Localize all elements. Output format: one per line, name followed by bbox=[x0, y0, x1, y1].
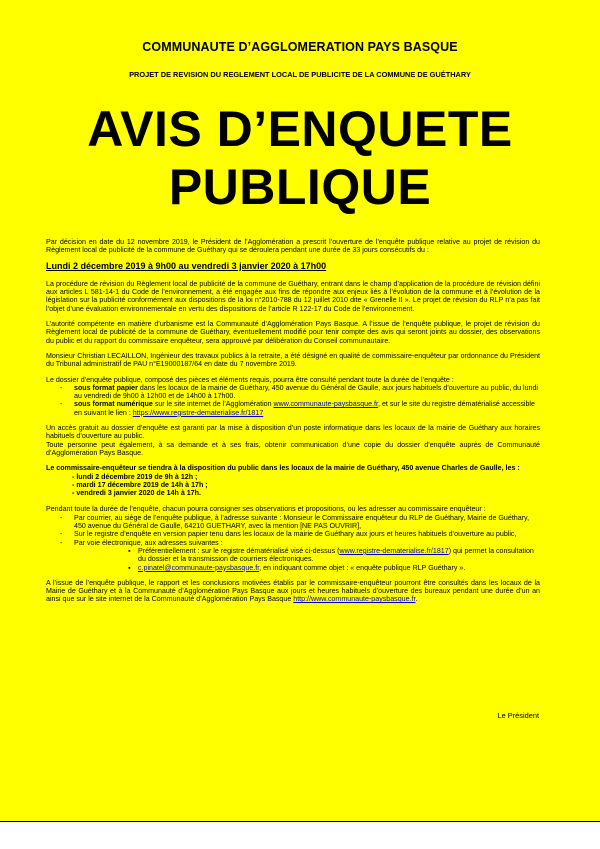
digital-format-text: sur le site internet de l’Agglomération bbox=[152, 400, 274, 409]
authority-paragraph: L’autorité compétente en matière d’urbanisme est la Communauté d’Agglomération Pays Basque. A l’issue de l’enquête publique, le projet de révision du Règlement local de publicité de la commune de Guéthary, éventuellement modifié pour tenir compte des avis qui seront joints au dossier, des observations du public et du rapport du commissaire enquêteur, sera approuvé par délibération du Conseil communautaire. bbox=[46, 320, 540, 345]
dossier-list bbox=[46, 384, 540, 417]
procedure-paragraph: La procédure de révision du Règlement local de publicité de la commune de Guéthary, entrant dans le champ d’application de la procédure de révision défini aux articles L 581-14-1 du Code de l’environnement, a été engagée aux fins de répondre aux enjeux liés à l’évolution de la commune et à l’évolution de la législation sur la publicité conformément aux dispositions de la loi n°2010-788 du 12 juillet 2010 dite « Grenelle II ». Le projet de révision du RLP n’a pas fait l’objet d’une évaluation environnementale en vertu des dispositions de l’article R 122-17 du Code de l’environnement. bbox=[46, 279, 540, 313]
project-subtitle: PROJET DE REVISION DU REGLEMENT LOCAL DE PUBLICITE DE LA COMMUNE DE GUÉTHARY bbox=[129, 70, 471, 79]
copy-request-paragraph: Toute personne peut également, à sa demande et à ses frais, obtenir communication d’une copie du dossier d’enquête auprès de Communauté d’Agglomération Pays Basque. bbox=[46, 440, 540, 457]
headline-line-2: PUBLIQUE bbox=[168, 159, 432, 215]
paper-format-label: sous format papier bbox=[74, 383, 138, 392]
notice-headline bbox=[0, 100, 600, 216]
email-rest: , en indiquant comme objet : « enquête publique RLP Guéthary ». bbox=[259, 563, 466, 572]
organization-title: COMMUNAUTE D’AGGLOMERATION PAYS BASQUE bbox=[142, 40, 458, 54]
observation-mail-item: - Par courrier, au siège de l’enquête publique, à l’adresse suivante : Monsieur le Commissaire enquêteur du RLP de Guéthary, Mairie de Guéthary, 450 avenue du Général de Gaulle, 64210 GUETHARY, avec la mention [NE PAS OUVRIR], bbox=[60, 514, 540, 531]
notice-body bbox=[46, 238, 540, 611]
agglomeration-website-link[interactable]: www.communaute-paysbasque.fr bbox=[273, 400, 378, 409]
intro-paragraph: Par décision en date du 12 novembre 2019, le Président de l’Agglomération a prescrit l’ouverture de l’enquête publique relative au projet de révision du Règlement local de publicité de la commune de Guéthary qui se déroulera pendant une durée de 33 jours consécutifs du : bbox=[46, 238, 540, 255]
digital-format-text-2: , et sur le site du registre dématérialisé accessible en suivant le lien : bbox=[74, 400, 535, 417]
observations-intro: Pendant toute la durée de l’enquête, chacun pourra consigner ses observations et propositions, ou les adresser au commissaire enquêteur : bbox=[46, 505, 486, 514]
headline-line-1: AVIS D’ENQUETE bbox=[87, 101, 513, 157]
electronic-email-item bbox=[128, 564, 540, 572]
email-link[interactable]: c.pinatel@communaute-paysbasque.fr bbox=[138, 563, 260, 572]
availability-slot: - mardi 17 décembre 2019 de 14h à 17h ; bbox=[72, 480, 208, 489]
closing-end: . bbox=[415, 595, 418, 604]
electronic-registry-item bbox=[128, 547, 540, 564]
electronic-registry-text: Préférentiellement : sur le registre dématérialisé visé ci-dessus ( bbox=[138, 546, 340, 555]
closing-text: A l’issue de l’enquête publique, le rapport et les conclusions motivées établis par le commissaire-enquêteur pourront être consultés dans les locaux de la Mairie de Guéthary et à la Communauté d’Agglomération Pays Basque aux jours et heures habituels d’ouverture des bureaux pendant une durée d’un an ainsi que sur le site internet de la Communauté d’Agglomération Pays Basque bbox=[46, 578, 540, 604]
computer-access-paragraph: Un accès gratuit au dossier d’enquête est garanti par la mise à disposition d’un poste informatique dans les locaux de la mairie de Guéthary aux horaires habituels d’ouverture au public. bbox=[46, 424, 540, 441]
digital-format-label: sous format numérique bbox=[74, 400, 153, 409]
closing-paragraph bbox=[46, 579, 540, 604]
dossier-intro: Le dossier d’enquête publique, composé des pièces et éléments requis, pourra être consulté pendant toute la durée de l’enquête : bbox=[46, 375, 454, 384]
commissioner-paragraph: Monsieur Christian LECAILLON, Ingénieur des travaux publics à la retraite, a été désigné en qualité de commissaire-enquêteur par ordonnance du Président du Tribunal administratif de PAU n°E19000187/64 en date du 7 novembre 2019. bbox=[46, 351, 540, 369]
page-bottom-rule bbox=[0, 821, 600, 822]
observation-register-item: - Sur le registre d’enquête en version papier tenu dans les locaux de la mairie de Guéthary aux jours et heures habituels d’ouverture au public, bbox=[60, 530, 540, 538]
dossier-paper-item bbox=[60, 384, 540, 401]
observations-list bbox=[46, 514, 540, 572]
electronic-registry-rest: ) qui permet la consultation du dossier et la transmission de courriers électroniques. bbox=[138, 546, 534, 564]
electronic-intro: Par voie électronique, aux adresses suivantes : bbox=[74, 538, 223, 547]
signature: Le Président bbox=[497, 711, 539, 720]
availability-slot: - vendredi 3 janvier 2020 de 14h à 17h. bbox=[72, 489, 201, 498]
enquiry-dates: Lundi 2 décembre 2019 à 9h00 au vendredi 3 janvier 2020 à 17h00 bbox=[46, 260, 327, 271]
electronic-list bbox=[74, 547, 540, 572]
dossier-digital-item bbox=[60, 400, 540, 417]
registry-link[interactable]: https://www.registre-dematerialise.fr/1817 bbox=[132, 408, 264, 417]
closing-website-link[interactable]: http://www.communaute-paysbasque.fr bbox=[293, 595, 416, 604]
electronic-registry-link[interactable]: www.registre-dematerialise.fr/1817 bbox=[339, 546, 449, 555]
availability-intro: Le commissaire-enquêteur se tiendra à la disposition du public dans les locaux de la mairie de Guéthary, 450 avenue Charles de Gaulle, les : bbox=[46, 464, 520, 473]
paper-format-text: dans les locaux de la mairie de Guéthary, 450 avenue du Général de Gaulle, aux jours habituels d’ouverture au public, du lundi au vendredi de 9h00 à 12h00 et de 14h00 à 17h00. bbox=[74, 383, 538, 401]
availability-slot: - lundi 2 décembre 2019 de 9h à 12h ; bbox=[72, 472, 198, 481]
observation-electronic-item bbox=[60, 539, 540, 572]
